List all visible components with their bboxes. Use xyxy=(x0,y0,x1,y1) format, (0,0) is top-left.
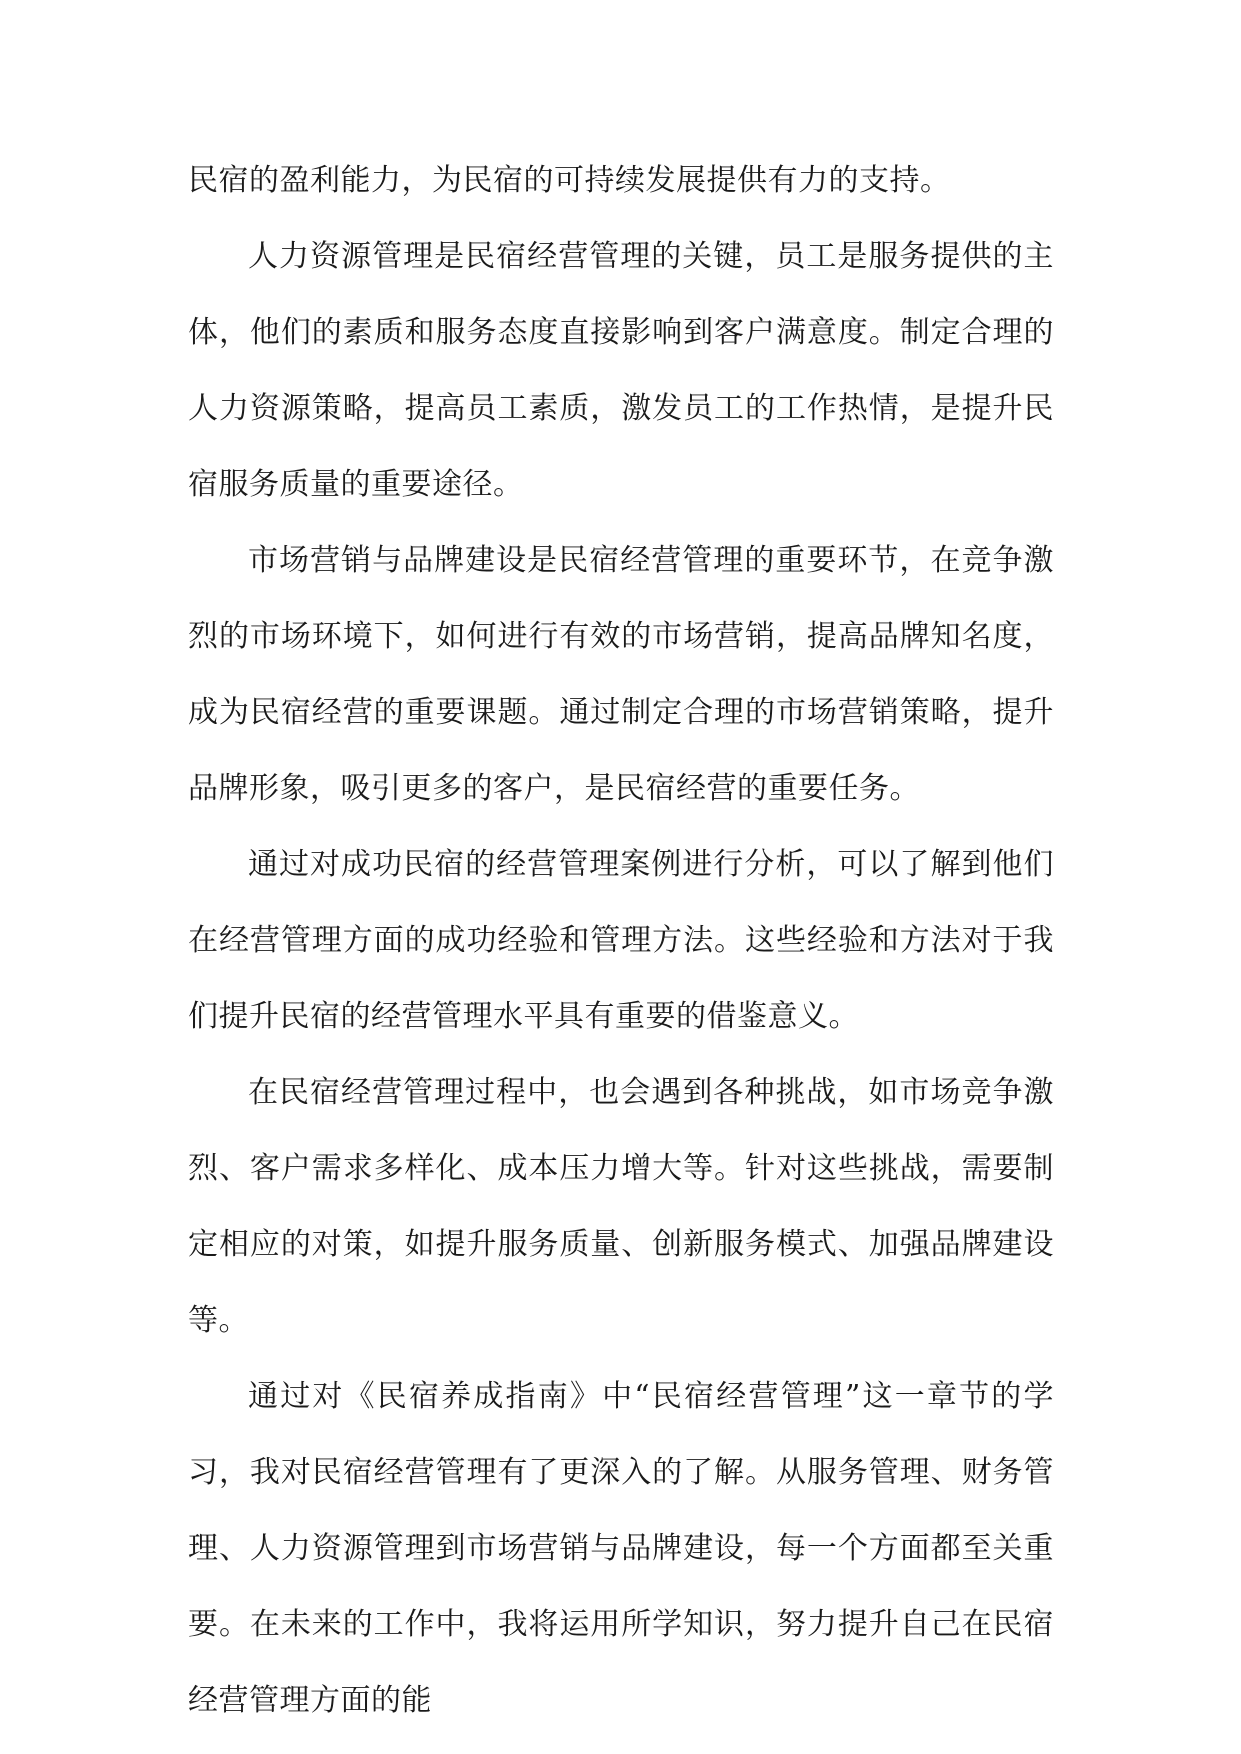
paragraph-challenges: 在民宿经营管理过程中，也会遇到各种挑战，如市场竞争激烈、客户需求多样化、成本压力增大等。针对这些挑战，需要制定相应的对策，如提升服务质量、创新服务模式、加强品牌建设等。 xyxy=(188,1075,1054,1338)
paragraph-human-resources: 人力资源管理是民宿经营管理的关键，员工是服务提供的主体，他们的素质和服务态度直接影响到客户满意度。制定合理的人力资源策略，提高员工素质，激发员工的工作热情，是提升民宿服务质量的重要途径。 xyxy=(188,239,1054,502)
paragraph-marketing-branding: 市场营销与品牌建设是民宿经营管理的重要环节，在竞争激烈的市场环境下，如何进行有效的市场营销，提高品牌知名度，成为民宿经营的重要课题。通过制定合理的市场营销策略，提升品牌形象，吸引更多的客户，是民宿经营的重要任务。 xyxy=(188,543,1054,806)
paragraph-continuation: 民宿的盈利能力，为民宿的可持续发展提供有力的支持。 xyxy=(188,163,951,198)
document-body xyxy=(188,143,1054,1739)
paragraph-case-analysis: 通过对成功民宿的经营管理案例进行分析，可以了解到他们在经营管理方面的成功经验和管理方法。这些经验和方法对于我们提升民宿的经营管理水平具有重要的借鉴意义。 xyxy=(188,847,1054,1034)
paragraph-conclusion: 通过对《民宿养成指南》中“民宿经营管理”这一章节的学习，我对民宿经营管理有了更深入的了解。从服务管理、财务管理、人力资源管理到市场营销与品牌建设，每一个方面都至关重要。在未来的工作中，我将运用所学知识，努力提升自己在民宿经营管理方面的能 xyxy=(188,1379,1054,1718)
